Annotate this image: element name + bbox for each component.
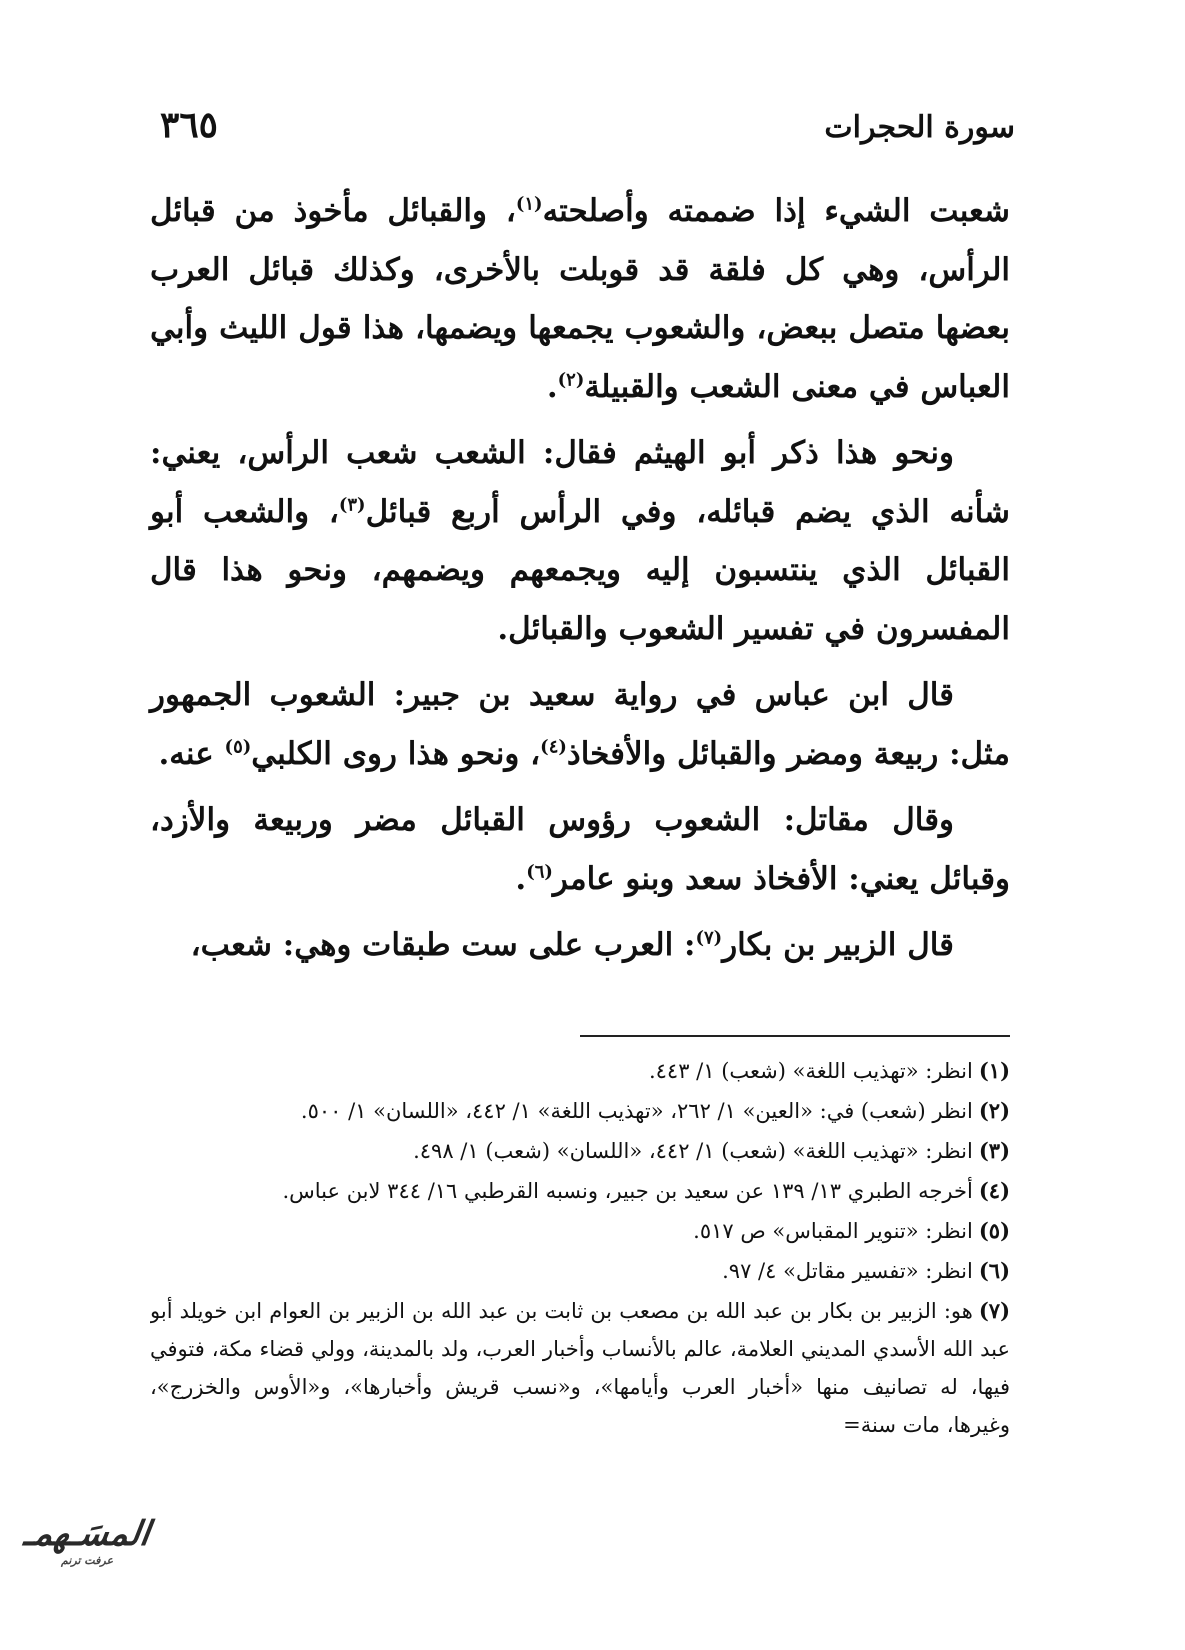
footnotes: [150, 1052, 1010, 1446]
footnote-item: [150, 1092, 1010, 1130]
paragraph-text: .: [546, 368, 558, 405]
footnote-text: أخرجه الطبري ١٣/ ١٣٩ عن سعيد بن جبير، ونسبه القرطبي ١٦/ ٣٤٤ لابن عباس.: [282, 1179, 973, 1203]
body-paragraph: [150, 182, 1010, 416]
paragraph-text: : العرب على ست طبقات وهي: شعب،: [190, 927, 696, 963]
paragraph-text: ، ونحو هذا روى الكلبي: [251, 735, 541, 772]
footnote-reference: (١): [515, 193, 543, 215]
paragraph-text: قال الزبير بن بكار: [722, 927, 954, 963]
seal-sub-text: عرفت ترنم: [60, 1554, 114, 1567]
footnote-text: هو: الزبير بن بكار بن عبد الله بن مصعب بن ثابت بن عبد الله بن الزبير بن العوام ابن خويلد أبو عبد الله الأسدي المديني العلامة، عالم بالأنساب وأخبار العرب، ولد بالمدينة، وولي قضاء مكة، فتوفي فيها، له تصانيف منها «أخبار العرب وأيامها»، و«نسب قريش وأخبارها»، و«الأوس والخزرج»، وغيرها، مات سنة=: [150, 1299, 1010, 1437]
seal-main-text: المسَـهمـ: [21, 1514, 153, 1554]
footnote-item: [150, 1052, 1010, 1090]
paragraph-text: ، والقبائل مأخوذ من قبائل الرأس، وهي كل فلقة قد قوبلت بالأخرى، وكذلك قبائل العرب بعضها متصل ببعض، والشعوب يجمعها ويضمها، هذا قول الليث وأبي العباس في معنى الشعب والقبيلة: [150, 193, 1010, 405]
body-paragraph: [150, 916, 1010, 975]
footnote-reference: (٦): [526, 861, 553, 883]
running-header: [160, 104, 1015, 152]
publisher-seal-logo: [22, 1514, 152, 1586]
paragraph-text: وقال مقاتل: الشعوب رؤوس القبائل مضر وربيعة والأزد، وقبائل يعني: الأفخاذ سعد وبنو عامر: [150, 802, 1010, 897]
paragraph-text: شعبت الشيء إذا ضممته وأصلحته: [542, 193, 1010, 229]
footnote-reference: (٧): [695, 927, 723, 949]
footnote-number: (١): [978, 1058, 1010, 1083]
page-number: ٣٦٥: [160, 104, 219, 146]
surah-title: سورة الحجرات: [824, 110, 1015, 145]
footnote-item: [150, 1172, 1010, 1210]
footnote-reference: (٤): [540, 736, 567, 758]
body-paragraph: [150, 666, 1010, 783]
paragraph-text: ، والشعب أبو القبائل الذي ينتسبون إليه ويجمعهم ويضمهم، ونحو هذا قال المفسرون في تفسير الشعوب والقبائل.: [150, 493, 1010, 647]
footnote-number: (٥): [978, 1218, 1010, 1243]
footnote-text: انظر: «تهذيب اللغة» (شعب) ١/ ٤٤٢، «اللسان» (شعب) ١/ ٤٩٨.: [413, 1139, 973, 1163]
footnote-text: انظر: «تنوير المقباس» ص ٥١٧.: [693, 1219, 973, 1243]
paragraph-text: .: [515, 860, 527, 897]
footnote-item: [150, 1132, 1010, 1170]
footnote-item: [150, 1212, 1010, 1250]
body-paragraph: [150, 791, 1010, 908]
footnote-reference: (٢): [557, 369, 585, 391]
footnote-number: (٢): [978, 1098, 1010, 1123]
footnote-separator: [580, 1035, 1010, 1037]
paragraph-text: قال ابن عباس في رواية سعيد بن جبير: الشعوب الجمهور مثل: ربيعة ومضر والقبائل والأفخاذ: [150, 677, 1010, 772]
footnote-number: (٤): [978, 1178, 1010, 1203]
paragraph-text: ونحو هذا ذكر أبو الهيثم فقال: الشعب شعب الرأس، يعني: شأنه الذي يضم قبائله، وفي الرأس أربع قبائل: [150, 435, 1010, 530]
footnote-number: (٧): [978, 1298, 1010, 1323]
footnote-number: (٣): [978, 1138, 1010, 1163]
footnote-item: [150, 1292, 1010, 1444]
footnote-reference: (٥): [224, 736, 252, 758]
footnote-item: [150, 1252, 1010, 1290]
footnote-text: انظر (شعب) في: «العين» ١/ ٢٦٢، «تهذيب اللغة» ١/ ٤٤٢، «اللسان» ١/ ٥٠٠.: [300, 1099, 973, 1123]
body-paragraph: [150, 424, 1010, 658]
footnote-text: انظر: «تهذيب اللغة» (شعب) ١/ ٤٤٣.: [648, 1059, 973, 1083]
footnote-reference: (٣): [338, 494, 366, 516]
footnote-text: انظر: «تفسير مقاتل» ٤/ ٩٧.: [722, 1259, 973, 1283]
paragraph-text: عنه.: [158, 735, 225, 772]
main-text: [150, 182, 1010, 983]
footnote-number: (٦): [978, 1258, 1010, 1283]
